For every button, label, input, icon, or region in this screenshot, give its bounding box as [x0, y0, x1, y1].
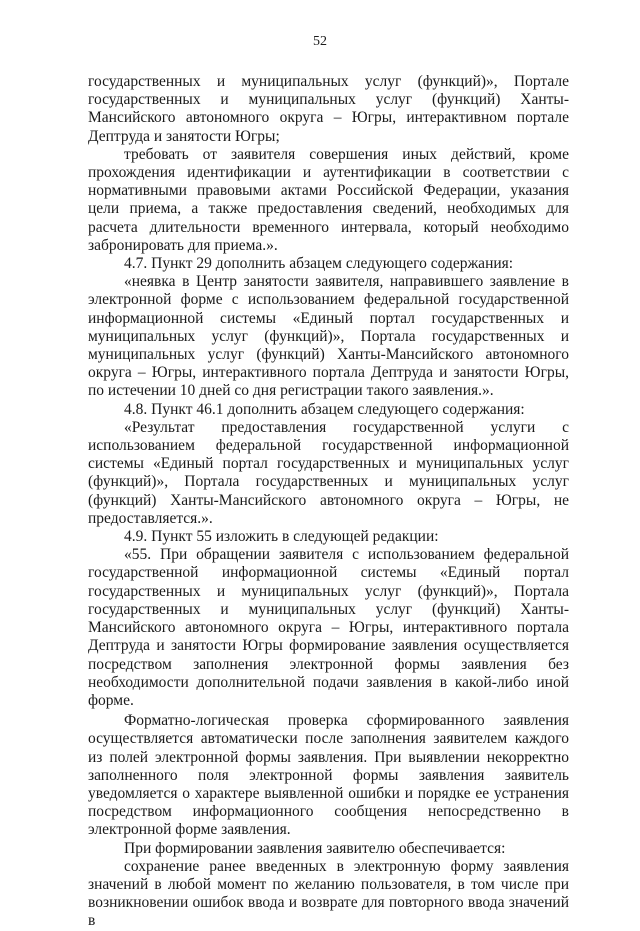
- paragraph-clause-46-1-addition: «Результат предоставления государственной услуги с использованием федеральной государственной информационной системы «Единый портал государственных и муниципальных услуг (функций)», Портала государственных и муниципальных услуг (функций) Ханты-Мансийского автономного округа – Югры, не предоставляется.».: [88, 418, 569, 527]
- paragraph-format-check: Форматно-логическая проверка сформированного заявления осуществляется автоматически после заполнения заявителем каждого из полей электронной формы заявления. При выявлении некорректно заполненного поля электронной формы заявления заявитель уведомляется о характере выявленной ошибки и порядке ее устранения посредством информационного сообщения непосредственно в электронной форме заявления.: [88, 712, 569, 839]
- paragraph-clause-4-9: 4.9. Пункт 55 изложить в следующей редакции:: [124, 528, 439, 546]
- paragraph-clause-4-7: 4.7. Пункт 29 дополнить абзацем следующего содержания:: [124, 255, 514, 273]
- page-number: 52: [313, 34, 327, 49]
- paragraph-save-values: сохранение ранее введенных в электронную форму заявления значений в любой момент по желанию пользователя, в том числе при возникновении ошибок ввода и возврате для повторного ввода значений в: [88, 857, 569, 930]
- paragraph-requirements: требовать от заявителя совершения иных действий, кроме прохождения идентификации и аутентификации в соответствии с нормативными правовыми актами Российской Федерации, указания цели приема, а также предоставления сведений, необходимых для расчета длительности временного интервала, который необходимо забронировать для приема.».: [88, 145, 569, 254]
- document-body: [88, 73, 569, 931]
- paragraph-clause-55: «55. При обращении заявителя с использованием федеральной государственной информационной системы «Единый портал государственных и муниципальных услуг (функций)», Портала государственных и муниципальных услуг (функций) Ханты-Мансийского автономного округа – Югры, интерактивного портала Дептруда и занятости Югры формирование заявления осуществляется посредством заполнения электронной формы заявления без необходимости дополнительной подачи заявления в какой-либо иной форме.: [88, 546, 569, 709]
- paragraph-clause-4-8: 4.8. Пункт 46.1 дополнить абзацем следующего содержания:: [124, 400, 525, 418]
- paragraph-clause-29-addition: «неявка в Центр занятости заявителя, направившего заявление в электронной форме с использованием федеральной государственной информационной системы «Единый портал государственных и муниципальных услуг (функций)», Портала государственных и муниципальных услуг (функций) Ханты-Мансийского автономного округа – Югры, интерактивного портала Дептруда и занятости Югры, по истечении 10 дней со дня регистрации такого заявления.».: [88, 273, 569, 400]
- paragraph-provision-intro: При формировании заявления заявителю обеспечивается:: [124, 839, 506, 857]
- paragraph-list-continuation: государственных и муниципальных услуг (функций)», Портале государственных и муниципальных услуг (функций) Ханты-Мансийского автономного округа – Югры, интерактивном портале Дептруда и занятости Югры;: [88, 73, 569, 145]
